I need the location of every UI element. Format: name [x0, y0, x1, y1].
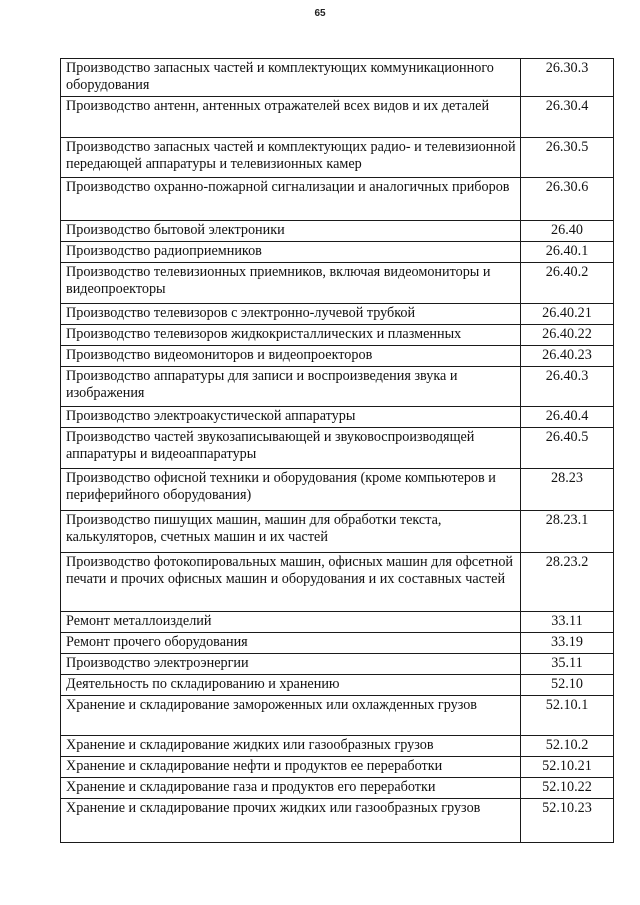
- table-row: [61, 696, 614, 736]
- table-row: [61, 612, 614, 633]
- activity-code: 28.23: [521, 469, 614, 511]
- activity-code: 33.11: [521, 612, 614, 633]
- table-row: [61, 654, 614, 675]
- table-row: [61, 138, 614, 178]
- activity-description: Производство телевизионных приемников, включая видеомониторы и видеопроекторы: [61, 263, 521, 304]
- activity-description: Производство офисной техники и оборудования (кроме компьютеров и периферийного оборудования): [61, 469, 521, 511]
- activity-code: 52.10: [521, 675, 614, 696]
- table-row: [61, 675, 614, 696]
- activity-description: Хранение и складирование прочих жидких или газообразных грузов: [61, 799, 521, 843]
- activity-code: 35.11: [521, 654, 614, 675]
- table-row: [61, 633, 614, 654]
- activity-description: Производство бытовой электроники: [61, 221, 521, 242]
- activity-description: Производство телевизоров жидкокристаллических и плазменных: [61, 325, 521, 346]
- table-row: [61, 407, 614, 428]
- activity-code: 26.30.3: [521, 59, 614, 97]
- activity-description: Производство аппаратуры для записи и воспроизведения звука и изображения: [61, 367, 521, 407]
- activity-description: Производство запасных частей и комплектующих радио- и телевизионной передающей аппаратуры и телевизионных камер: [61, 138, 521, 178]
- table-row: [61, 511, 614, 553]
- activity-description: Деятельность по складированию и хранению: [61, 675, 521, 696]
- table-row: [61, 346, 614, 367]
- activity-code: 52.10.21: [521, 757, 614, 778]
- table-row: [61, 263, 614, 304]
- activity-description: Производство электроакустической аппаратуры: [61, 407, 521, 428]
- activity-code: 26.30.5: [521, 138, 614, 178]
- activity-description: Производство частей звукозаписывающей и звуковоспроизводящей аппаратуры и видеоаппаратуры: [61, 428, 521, 469]
- table-row: [61, 97, 614, 138]
- activity-code: 28.23.2: [521, 553, 614, 612]
- activity-description: Производство запасных частей и комплектующих коммуникационного оборудования: [61, 59, 521, 97]
- page-number: 65: [314, 8, 326, 19]
- activity-description: Производство пишущих машин, машин для обработки текста, калькуляторов, счетных машин и их частей: [61, 511, 521, 553]
- activity-description: Хранение и складирование нефти и продуктов ее переработки: [61, 757, 521, 778]
- activity-code: 28.23.1: [521, 511, 614, 553]
- table-row: [61, 367, 614, 407]
- activity-code: 26.40.1: [521, 242, 614, 263]
- table-row: [61, 221, 614, 242]
- activity-code: 26.30.4: [521, 97, 614, 138]
- table-row: [61, 242, 614, 263]
- activity-description: Хранение и складирование газа и продуктов его переработки: [61, 778, 521, 799]
- activity-code: 52.10.2: [521, 736, 614, 757]
- activity-description: Производство антенн, антенных отражателей всех видов и их деталей: [61, 97, 521, 138]
- activity-code: 26.40.5: [521, 428, 614, 469]
- activity-description: Ремонт прочего оборудования: [61, 633, 521, 654]
- table-row: [61, 428, 614, 469]
- table-row: [61, 778, 614, 799]
- table-row: [61, 757, 614, 778]
- activity-code: 26.40: [521, 221, 614, 242]
- activity-description: Производство электроэнергии: [61, 654, 521, 675]
- activity-code: 52.10.23: [521, 799, 614, 843]
- activity-description: Производство телевизоров с электронно-лучевой трубкой: [61, 304, 521, 325]
- activity-code: 52.10.22: [521, 778, 614, 799]
- activity-description: Ремонт металлоизделий: [61, 612, 521, 633]
- table-row: [61, 178, 614, 221]
- activity-code: 26.30.6: [521, 178, 614, 221]
- activity-code: 26.40.4: [521, 407, 614, 428]
- table-row: [61, 553, 614, 612]
- activity-code: 26.40.3: [521, 367, 614, 407]
- table-row: [61, 59, 614, 97]
- activity-description: Производство охранно-пожарной сигнализации и аналогичных приборов: [61, 178, 521, 221]
- activity-code: 26.40.23: [521, 346, 614, 367]
- activity-description: Производство фотокопировальных машин, офисных машин для офсетной печати и прочих офисных машин и оборудования и их составных частей: [61, 553, 521, 612]
- activity-description: Хранение и складирование жидких или газообразных грузов: [61, 736, 521, 757]
- activity-code: 26.40.2: [521, 263, 614, 304]
- activity-description: Производство радиоприемников: [61, 242, 521, 263]
- activity-codes-table: [60, 58, 614, 843]
- table-row: [61, 736, 614, 757]
- table-row: [61, 325, 614, 346]
- table-row: [61, 304, 614, 325]
- activity-code: 52.10.1: [521, 696, 614, 736]
- table-row: [61, 469, 614, 511]
- activity-code: 33.19: [521, 633, 614, 654]
- activity-code: 26.40.21: [521, 304, 614, 325]
- activity-description: Хранение и складирование замороженных или охлажденных грузов: [61, 696, 521, 736]
- activity-code: 26.40.22: [521, 325, 614, 346]
- activity-description: Производство видеомониторов и видеопроекторов: [61, 346, 521, 367]
- table-row: [61, 799, 614, 843]
